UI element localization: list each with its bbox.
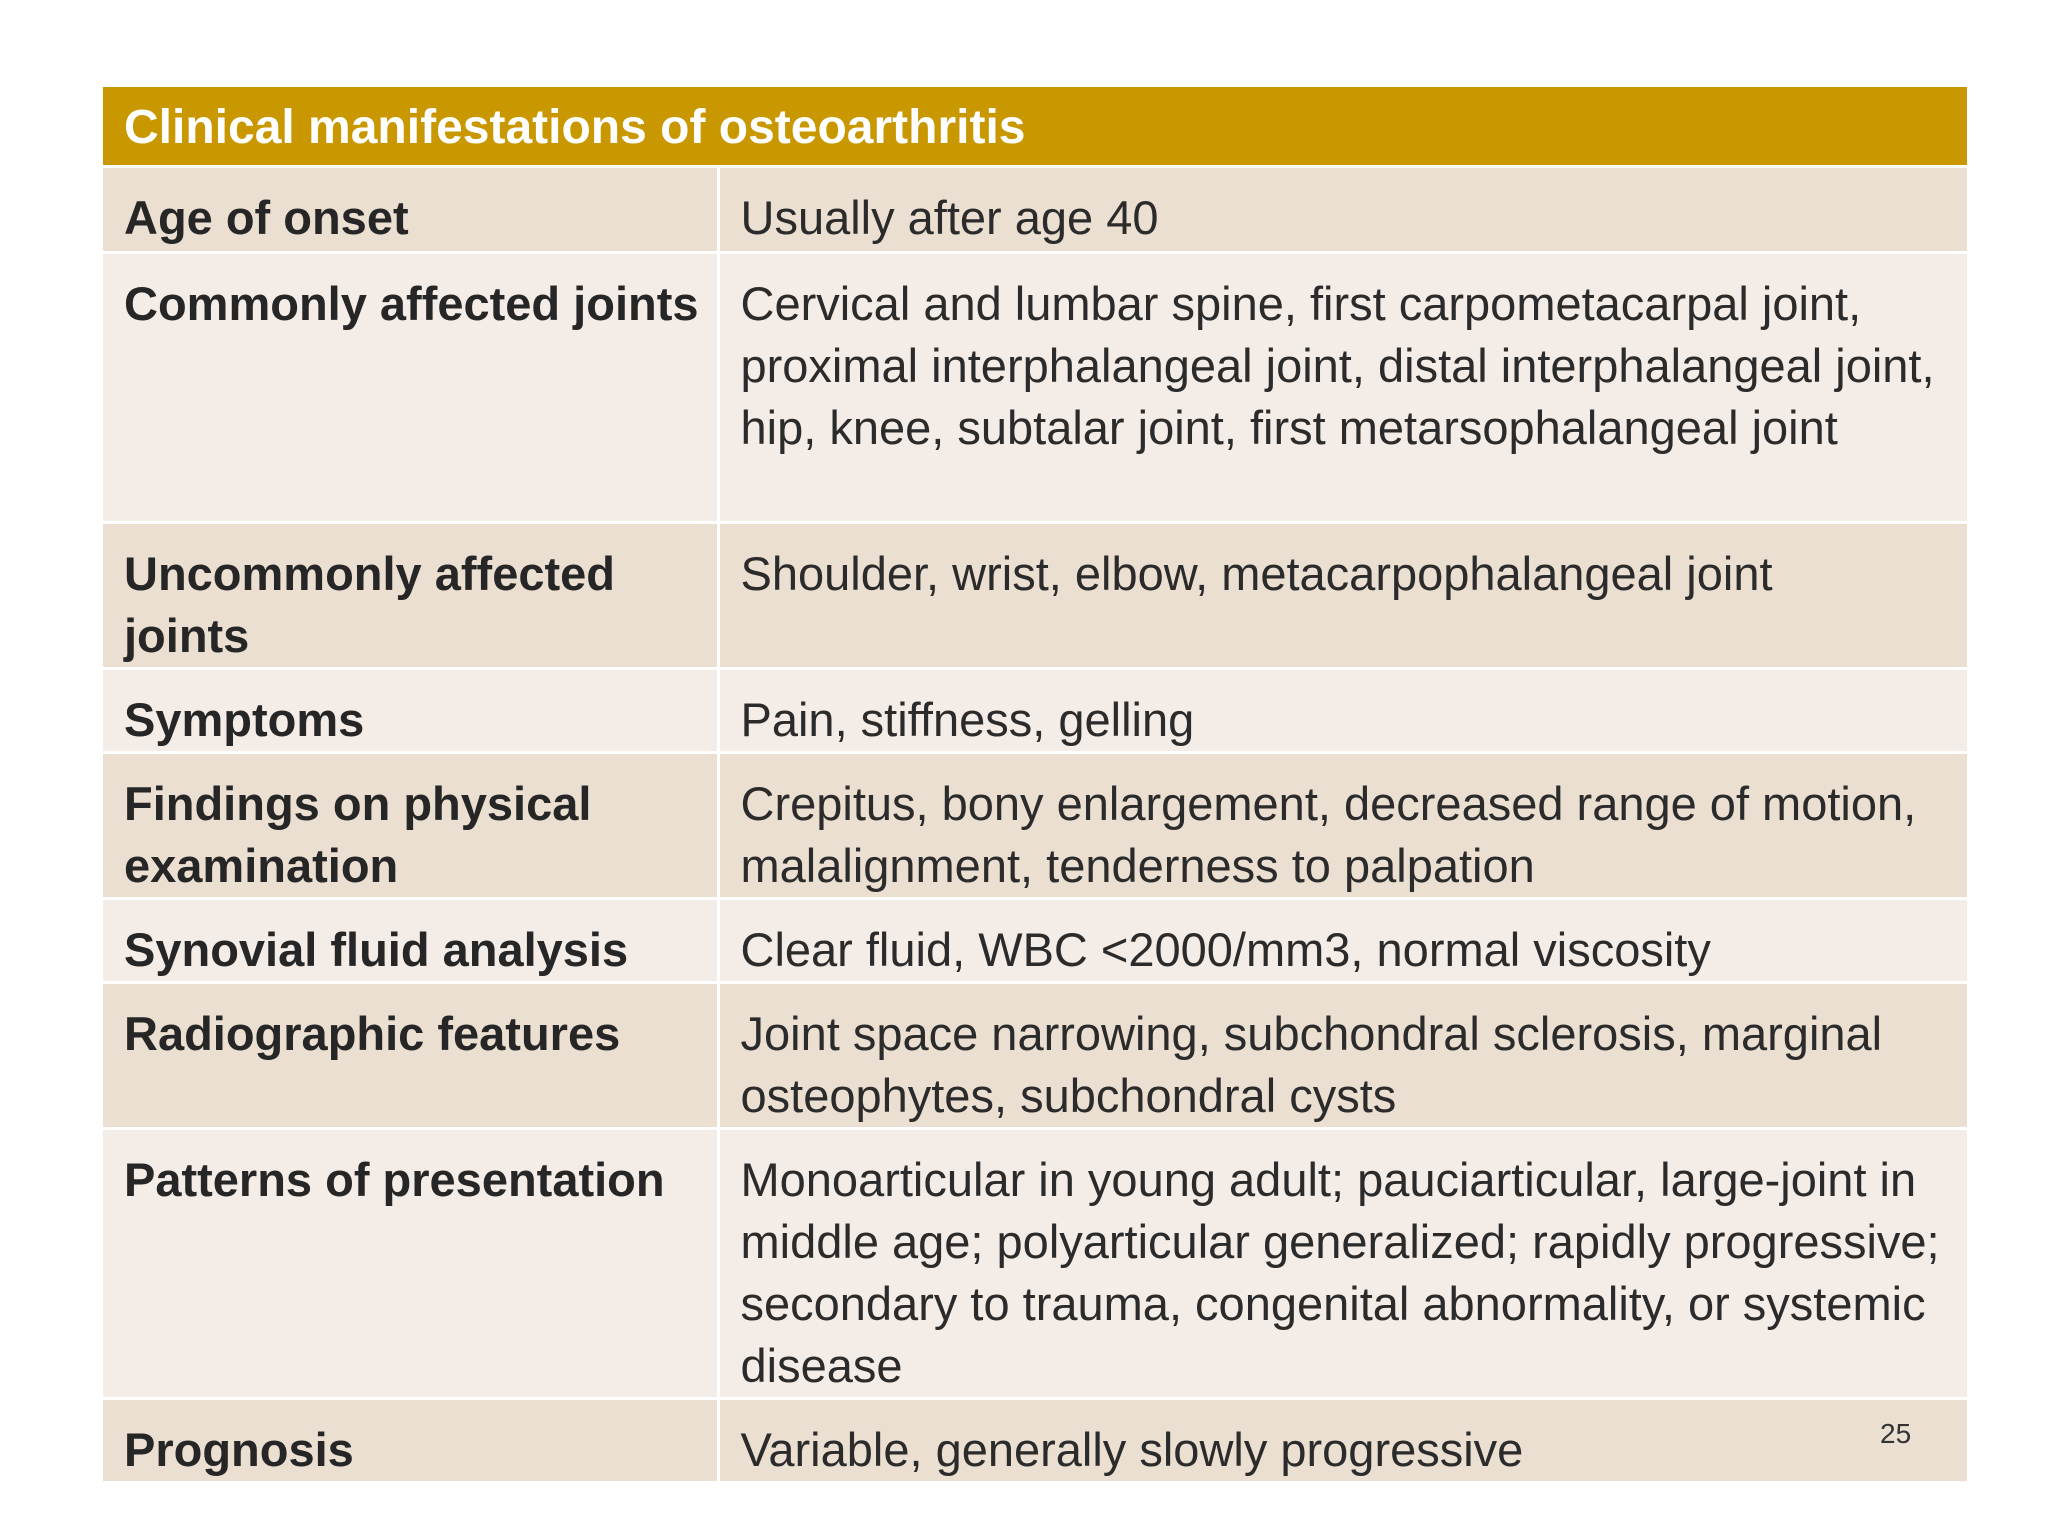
row-value-prognosis: Variable, generally slowly progressive [718, 1398, 1967, 1482]
row-label-patterns-of-presentation: Patterns of presentation [103, 1128, 718, 1398]
row-label-commonly-affected-joints: Commonly affected joints [103, 252, 718, 522]
row-value-findings-on-physical-examination: Crepitus, bony enlargement, decreased range of motion, malalignment, tenderness to palpation [718, 752, 1967, 898]
table-row [103, 252, 1967, 522]
row-label-symptoms: Symptoms [103, 668, 718, 752]
table-row [103, 898, 1967, 982]
row-label-age-of-onset: Age of onset [103, 168, 718, 252]
table-body [103, 168, 1967, 1484]
row-label-findings-on-physical-examination: Findings on physical examination [103, 752, 718, 898]
table-row [103, 168, 1967, 252]
manifestations-table [103, 87, 1967, 1484]
row-label-prognosis: Prognosis [103, 1398, 718, 1482]
row-label-synovial-fluid-analysis: Synovial fluid analysis [103, 898, 718, 982]
table-row [103, 1398, 1967, 1482]
row-value-patterns-of-presentation: Monoarticular in young adult; pauciarticular, large-joint in middle age; polyarticular generalized; rapidly progressive; secondary to trauma, congenital abnormality, or systemic disease [718, 1128, 1967, 1398]
table-row [103, 982, 1967, 1128]
table-row [103, 522, 1967, 668]
row-value-radiographic-features: Joint space narrowing, subchondral sclerosis, marginal osteophytes, subchondral cysts [718, 982, 1967, 1128]
table-title: Clinical manifestations of osteoarthritis [103, 87, 1967, 168]
table-row [103, 752, 1967, 898]
table-row [103, 1128, 1967, 1398]
page-number: 25 [1880, 1418, 1912, 1449]
row-value-age-of-onset: Usually after age 40 [718, 168, 1967, 252]
table-row [103, 668, 1967, 752]
row-value-symptoms: Pain, stiffness, gelling [718, 668, 1967, 752]
row-value-uncommonly-affected-joints: Shoulder, wrist, elbow, metacarpophalangeal joint [718, 522, 1967, 668]
row-value-commonly-affected-joints: Cervical and lumbar spine, first carpometacarpal joint, proximal interphalangeal joint, distal interphalangeal joint, hip, knee, subtalar joint, first metarsophalangeal joint [718, 252, 1967, 522]
row-value-synovial-fluid-analysis: Clear fluid, WBC <2000/mm3, normal viscosity [718, 898, 1967, 982]
row-label-uncommonly-affected-joints: Uncommonly affected joints [103, 522, 718, 668]
row-label-radiographic-features: Radiographic features [103, 982, 718, 1128]
